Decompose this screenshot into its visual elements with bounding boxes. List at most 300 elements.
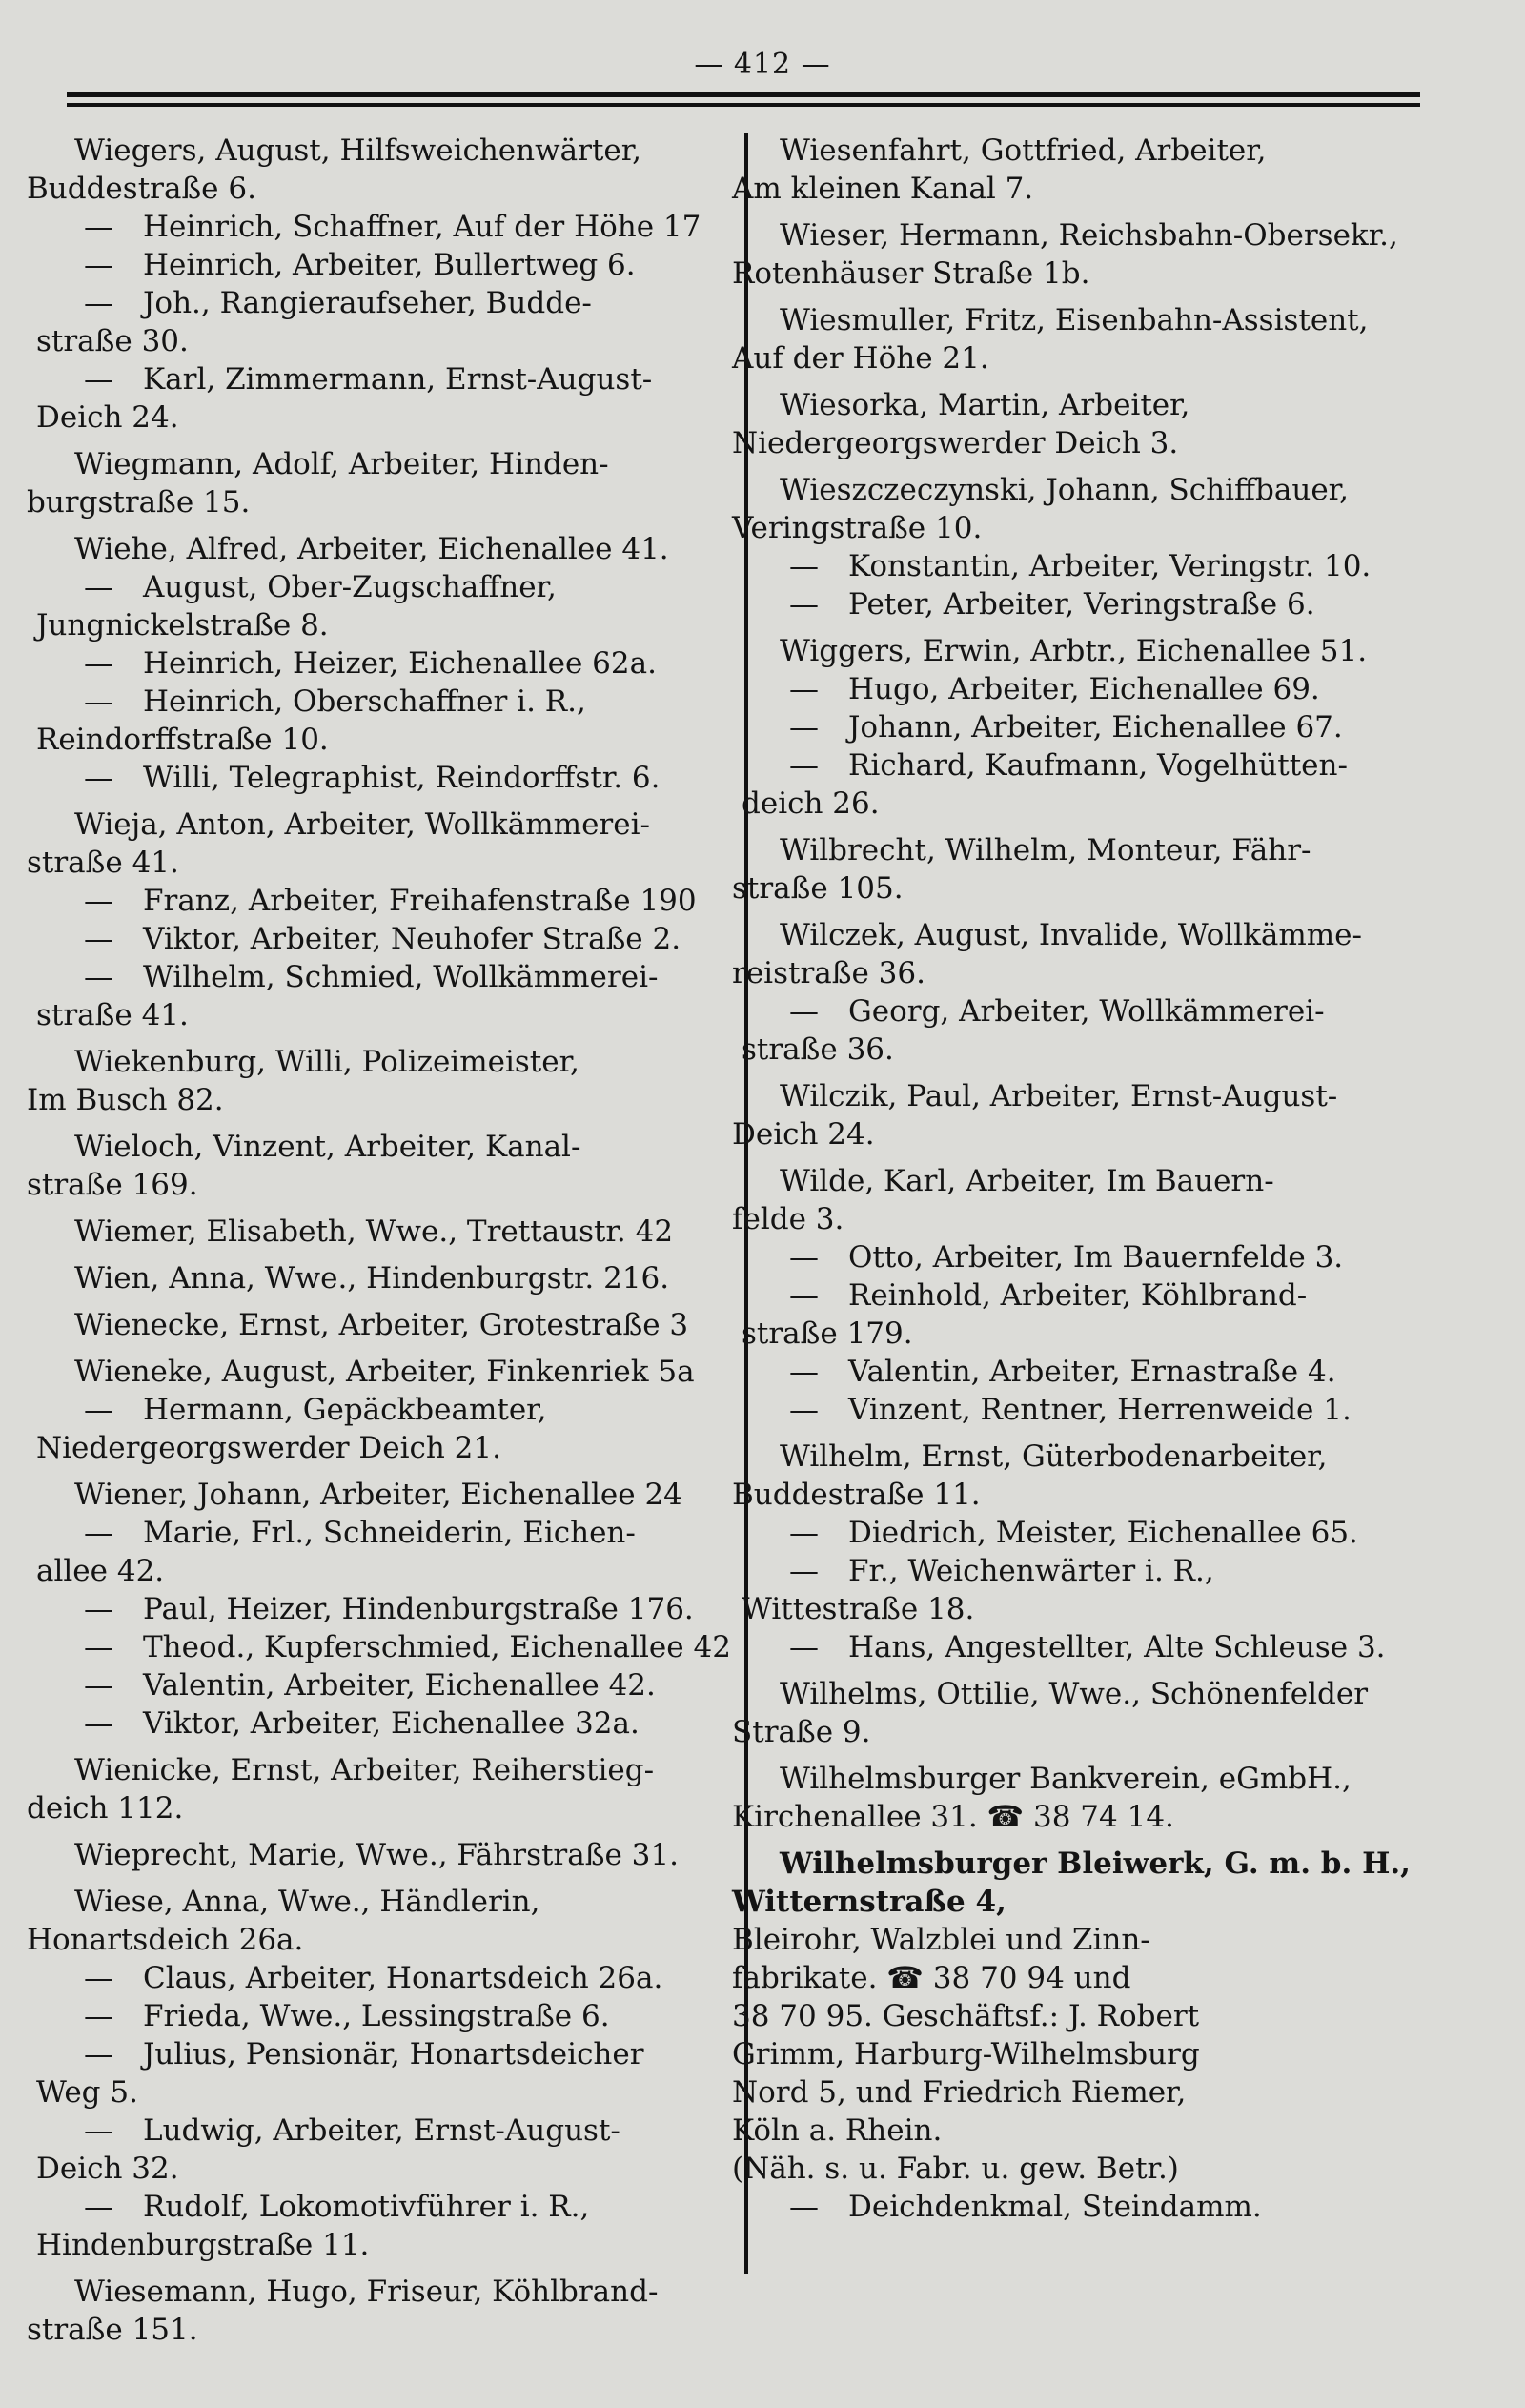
- entry-gap: [780, 1751, 1466, 1760]
- ditto-dash: —: [84, 248, 113, 282]
- ditto-dash: —: [84, 1393, 113, 1427]
- directory-entry: [732, 1760, 1466, 1836]
- entry-text: Wiehe, Alfred, Arbeiter, Eichenallee 41.: [74, 532, 669, 566]
- directory-entry: [74, 1666, 742, 1704]
- entry-line: [84, 1666, 742, 1704]
- entry-line: [84, 2035, 742, 2073]
- ditto-dash: —: [789, 748, 819, 783]
- entry-text: Wilbrecht, Wilhelm, Monteur, Fähr-: [780, 833, 1312, 867]
- entry-text: Wilde, Karl, Arbeiter, Im Bauern-: [780, 1164, 1274, 1198]
- entry-text: Wien, Anna, Wwe., Hindenburgstr. 216.: [74, 1261, 670, 1296]
- ditto-dash: —: [84, 362, 113, 397]
- ditto-dash: —: [84, 684, 113, 719]
- entry-continuation: Niedergeorgswerder Deich 21.: [36, 1431, 501, 1465]
- entry-gap: [74, 1034, 742, 1043]
- entry-continuation: Hindenburgstraße 11.: [36, 2228, 370, 2262]
- entry-gap: [780, 1153, 1466, 1162]
- directory-entry: [732, 1845, 1466, 2188]
- entry-gap: [74, 1204, 742, 1213]
- directory-entry: [732, 1438, 1466, 1514]
- ditto-dash: —: [789, 1240, 819, 1275]
- directory-entry: [74, 1306, 742, 1344]
- entry-continuation: Jungnickelstraße 8.: [36, 608, 329, 643]
- entry-line: [84, 246, 742, 284]
- entry-text: Georg, Arbeiter, Wollkämmerei-: [848, 994, 1325, 1029]
- right-column: [732, 132, 1466, 2226]
- entry-text: Wiggers, Erwin, Arbtr., Eichenallee 51.: [780, 634, 1368, 668]
- entry-line: [74, 1836, 742, 1874]
- entry-line: [789, 1552, 1466, 1590]
- entry-gap: [780, 623, 1466, 632]
- entry-gap: [74, 1874, 742, 1883]
- entry-continuation: Buddestraße 6.: [27, 172, 256, 206]
- entry-text: Wieja, Anton, Arbeiter, Wollkämmerei-: [74, 807, 650, 842]
- entry-continuation: Rotenhäuser Straße 1b.: [732, 256, 1090, 291]
- entry-text: Viktor, Arbeiter, Eichenallee 32a.: [143, 1706, 640, 1741]
- entry-continuation: Straße 9.: [732, 1715, 871, 1749]
- directory-entry: [36, 568, 742, 644]
- entry-continuation: Niedergeorgswerder Deich 3.: [732, 426, 1179, 460]
- entry-line: [74, 806, 742, 844]
- entry-continuation: Am kleinen Kanal 7.: [732, 172, 1034, 206]
- ditto-dash: —: [789, 2190, 819, 2224]
- entry-text: Wiegmann, Adolf, Arbeiter, Hinden-: [74, 447, 609, 481]
- directory-entry: [732, 386, 1466, 462]
- entry-text: Julius, Pensionär, Honartsdeicher: [143, 2037, 644, 2071]
- directory-entry: [74, 1259, 742, 1297]
- entry-gap: [780, 462, 1466, 471]
- entry-line: [84, 1514, 742, 1552]
- entry-text: Wiesmuller, Fritz, Eisenbahn-Assistent,: [780, 303, 1369, 337]
- entry-detail: Köln a. Rhein.: [732, 2113, 943, 2148]
- directory-entry: [732, 1077, 1466, 1153]
- entry-text: Hermann, Gepäckbeamter,: [143, 1393, 547, 1427]
- entry-line: [780, 471, 1466, 509]
- entry-text: Fr., Weichenwärter i. R.,: [848, 1554, 1214, 1588]
- entry-text: Wilczik, Paul, Arbeiter, Ernst-August-: [780, 1079, 1338, 1113]
- ditto-dash: —: [84, 286, 113, 320]
- entry-line: [84, 2188, 742, 2226]
- directory-entry: [74, 1836, 742, 1874]
- entry-continuation: straße 41.: [36, 998, 189, 1032]
- entry-line: [84, 759, 742, 797]
- entry-line: [780, 916, 1466, 954]
- entry-line: [74, 132, 742, 170]
- directory-entry: [74, 1959, 742, 1997]
- entry-text: Wieszczeczynski, Johann, Schiffbauer,: [780, 473, 1349, 507]
- entry-line: [84, 360, 742, 398]
- entry-continuation: Witternstraße 4,: [732, 1885, 1006, 1919]
- entry-line: [84, 1704, 742, 1743]
- directory-entry: [74, 1476, 742, 1514]
- ditto-dash: —: [84, 960, 113, 994]
- entry-line: [74, 1883, 742, 1921]
- entry-text: Wiese, Anna, Wwe., Händlerin,: [74, 1885, 540, 1919]
- entry-continuation: burgstraße 15.: [27, 485, 251, 520]
- entry-line: [74, 1751, 742, 1789]
- directory-entry: [780, 1353, 1466, 1391]
- entry-line: [74, 1128, 742, 1166]
- entry-gap: [780, 208, 1466, 216]
- entry-line: [789, 585, 1466, 623]
- entry-gap: [74, 1297, 742, 1306]
- entry-text: Wieloch, Vinzent, Arbeiter, Kanal-: [74, 1130, 581, 1164]
- entry-text: Wiener, Johann, Arbeiter, Eichenallee 24: [74, 1478, 682, 1512]
- entry-text: Hugo, Arbeiter, Eichenallee 69.: [848, 672, 1320, 706]
- directory-entry: [742, 992, 1466, 1069]
- entry-continuation: Buddestraße 11.: [732, 1478, 981, 1512]
- entry-line: [780, 632, 1466, 670]
- directory-entry: [780, 547, 1466, 585]
- entry-text: Hans, Angestellter, Alte Schleuse 3.: [848, 1630, 1386, 1664]
- entry-line: [780, 1845, 1466, 1883]
- directory-entry: [732, 916, 1466, 992]
- directory-entry: [732, 1162, 1466, 1238]
- directory-entry: [27, 1883, 742, 1959]
- directory-entry: [780, 670, 1466, 708]
- entry-text: Richard, Kaufmann, Vogelhütten-: [848, 748, 1348, 783]
- entry-text: Wilhelm, Ernst, Güterbodenarbeiter,: [780, 1439, 1328, 1474]
- directory-entry: [780, 1391, 1466, 1429]
- directory-entry: [27, 1128, 742, 1204]
- entry-continuation: Deich 32.: [36, 2152, 179, 2186]
- entry-text: Diedrich, Meister, Eichenallee 65.: [848, 1516, 1358, 1550]
- entry-text: Johann, Arbeiter, Eichenallee 67.: [848, 710, 1343, 745]
- entry-line: [789, 992, 1466, 1031]
- entry-text: Marie, Frl., Schneiderin, Eichen-: [143, 1516, 636, 1550]
- entry-continuation: deich 26.: [742, 786, 880, 821]
- entry-line: [84, 568, 742, 606]
- entry-text: Wieser, Hermann, Reichsbahn-Obersekr.,: [780, 218, 1398, 253]
- directory-entry: [27, 445, 742, 521]
- directory-entry: [27, 132, 742, 208]
- entry-gap: [780, 1666, 1466, 1675]
- entry-text: Wilhelmsburger Bankverein, eGmbH.,: [780, 1762, 1352, 1796]
- entry-continuation: straße 169.: [27, 1168, 198, 1202]
- entry-gap: [780, 293, 1466, 301]
- entry-line: [84, 1959, 742, 1997]
- directory-entry: [732, 471, 1466, 547]
- entry-line: [84, 1590, 742, 1628]
- ditto-dash: —: [789, 1278, 819, 1313]
- entry-text: Otto, Arbeiter, Im Bauernfelde 3.: [848, 1240, 1344, 1275]
- entry-line: [780, 1077, 1466, 1115]
- entry-detail: 38 70 95. Geschäftsf.: J. Robert: [732, 1999, 1200, 2033]
- entry-line: [84, 644, 742, 683]
- entry-text: Reinhold, Arbeiter, Köhlbrand-: [848, 1278, 1308, 1313]
- directory-entry: [36, 1391, 742, 1467]
- entry-continuation: straße 105.: [732, 871, 904, 906]
- entry-detail: Grimm, Harburg-Wilhelmsburg: [732, 2037, 1200, 2071]
- directory-entry: [74, 1628, 742, 1666]
- entry-line: [789, 746, 1466, 785]
- entry-continuation: Veringstraße 10.: [732, 511, 983, 545]
- entry-text: Wieprecht, Marie, Wwe., Fährstraße 31.: [74, 1838, 679, 1872]
- directory-entry: [74, 920, 742, 958]
- entry-continuation: Auf der Höhe 21.: [732, 341, 989, 376]
- entry-detail: (Näh. s. u. Fabr. u. gew. Betr.): [732, 2152, 1179, 2186]
- entry-gap: [74, 2264, 742, 2273]
- entry-gap: [74, 1119, 742, 1128]
- entry-text: Wiekenburg, Willi, Polizeimeister,: [74, 1045, 580, 1079]
- entry-line: [74, 2273, 742, 2311]
- entry-gap: [74, 1827, 742, 1836]
- ditto-dash: —: [789, 672, 819, 706]
- entry-gap: [74, 1467, 742, 1476]
- entry-gap: [74, 1344, 742, 1353]
- directory-entry: [36, 360, 742, 437]
- entry-text: Willi, Telegraphist, Reindorffstr. 6.: [143, 761, 661, 795]
- entry-text: Deichdenkmal, Steindamm.: [848, 2190, 1262, 2224]
- ditto-dash: —: [84, 922, 113, 956]
- entry-continuation: straße 41.: [27, 846, 179, 880]
- entry-gap: [780, 908, 1466, 916]
- entry-continuation: straße 179.: [742, 1316, 913, 1351]
- ditto-dash: —: [789, 1393, 819, 1427]
- entry-text: Paul, Heizer, Hindenburgstraße 176.: [143, 1592, 694, 1626]
- entry-line: [74, 530, 742, 568]
- header-rule-thick: [67, 92, 1420, 97]
- entry-gap: [780, 1069, 1466, 1077]
- directory-entry: [732, 132, 1466, 208]
- entry-line: [84, 2112, 742, 2150]
- entry-line: [84, 958, 742, 996]
- entry-text: Wieneke, August, Arbeiter, Finkenriek 5a: [74, 1355, 695, 1389]
- entry-continuation: straße 36.: [742, 1032, 894, 1067]
- directory-entry: [732, 831, 1466, 908]
- entry-detail: Nord 5, und Friedrich Riemer,: [732, 2075, 1187, 2110]
- directory-entry: [780, 708, 1466, 746]
- entry-line: [789, 1238, 1466, 1276]
- directory-entry: [74, 1704, 742, 1743]
- ditto-dash: —: [84, 2113, 113, 2148]
- entry-detail: Bleirohr, Walzblei und Zinn-: [732, 1923, 1150, 1957]
- entry-line: [789, 1514, 1466, 1552]
- ditto-dash: —: [84, 646, 113, 681]
- entry-line: [789, 1628, 1466, 1666]
- entry-text: Wilhelm, Schmied, Wollkämmerei-: [143, 960, 659, 994]
- entry-line: [789, 670, 1466, 708]
- entry-line: [789, 547, 1466, 585]
- ditto-dash: —: [84, 1592, 113, 1626]
- ditto-dash: —: [789, 710, 819, 745]
- entry-line: [780, 831, 1466, 869]
- entry-text: Franz, Arbeiter, Freihafenstraße 190: [143, 884, 697, 918]
- directory-entry: [36, 1514, 742, 1590]
- entry-continuation: Weg 5.: [36, 2075, 138, 2110]
- entry-gap: [74, 521, 742, 530]
- ditto-dash: —: [789, 1516, 819, 1550]
- entry-text: Valentin, Arbeiter, Ernastraße 4.: [848, 1355, 1336, 1389]
- entry-gap: [780, 1836, 1466, 1845]
- entry-text: Wiesemann, Hugo, Friseur, Köhlbrand-: [74, 2275, 659, 2309]
- entry-line: [74, 1306, 742, 1344]
- entry-line: [84, 683, 742, 721]
- directory-entry: [742, 1552, 1466, 1628]
- directory-entry: [74, 208, 742, 246]
- directory-entry: [780, 1514, 1466, 1552]
- entry-gap: [780, 823, 1466, 831]
- directory-entry: [27, 1751, 742, 1827]
- directory-entry: [780, 1238, 1466, 1276]
- entry-line: [789, 1276, 1466, 1315]
- page-number: — 412 —: [694, 48, 831, 81]
- directory-entry: [36, 2188, 742, 2264]
- entry-gap: [74, 1251, 742, 1259]
- ditto-dash: —: [84, 761, 113, 795]
- entry-continuation: straße 30.: [36, 324, 189, 358]
- entry-continuation: reistraße 36.: [732, 956, 925, 990]
- entry-line: [789, 2188, 1466, 2226]
- ditto-dash: —: [84, 1630, 113, 1664]
- directory-entry: [74, 882, 742, 920]
- ditto-dash: —: [789, 1355, 819, 1389]
- entry-text: Wienicke, Ernst, Arbeiter, Reiherstieg-: [74, 1753, 655, 1787]
- entry-text: Wilhelms, Ottilie, Wwe., Schönenfelder: [780, 1677, 1369, 1711]
- entry-text: Wiemer, Elisabeth, Wwe., Trettaustr. 42: [74, 1214, 674, 1249]
- entry-line: [84, 1997, 742, 2035]
- ditto-dash: —: [84, 1516, 113, 1550]
- ditto-dash: —: [84, 1706, 113, 1741]
- entry-line: [74, 1353, 742, 1391]
- entry-text: Wienecke, Ernst, Arbeiter, Grotestraße 3: [74, 1308, 689, 1342]
- entry-line: [780, 1675, 1466, 1713]
- entry-line: [780, 301, 1466, 339]
- entry-text: Valentin, Arbeiter, Eichenallee 42.: [143, 1668, 656, 1703]
- directory-entry: [74, 530, 742, 568]
- entry-line: [74, 1259, 742, 1297]
- entry-text: Wilhelmsburger Bleiwerk, G. m. b. H.,: [780, 1847, 1411, 1881]
- entry-text: Frieda, Wwe., Lessingstraße 6.: [143, 1999, 610, 2033]
- entry-text: Vinzent, Rentner, Herrenweide 1.: [848, 1393, 1352, 1427]
- left-column: [27, 132, 742, 2349]
- directory-entry: [74, 1353, 742, 1391]
- entry-line: [780, 1438, 1466, 1476]
- ditto-dash: —: [789, 549, 819, 583]
- entry-text: Heinrich, Arbeiter, Bullertweg 6.: [143, 248, 636, 282]
- entry-text: Claus, Arbeiter, Honartsdeich 26a.: [143, 1961, 663, 1995]
- directory-entry: [732, 301, 1466, 378]
- entry-gap: [780, 378, 1466, 386]
- entry-line: [74, 445, 742, 483]
- entry-text: Heinrich, Heizer, Eichenallee 62a.: [143, 646, 657, 681]
- ditto-dash: —: [789, 1630, 819, 1664]
- entry-continuation: Honartsdeich 26a.: [27, 1923, 304, 1957]
- entry-text: Joh., Rangieraufseher, Budde-: [143, 286, 592, 320]
- directory-entry: [732, 216, 1466, 293]
- directory-entry: [36, 2112, 742, 2188]
- entry-line: [74, 1476, 742, 1514]
- entry-text: Viktor, Arbeiter, Neuhofer Straße 2.: [143, 922, 681, 956]
- directory-entry: [74, 246, 742, 284]
- ditto-dash: —: [84, 884, 113, 918]
- directory-entry: [780, 632, 1466, 670]
- ditto-dash: —: [84, 570, 113, 604]
- directory-entry: [732, 1675, 1466, 1751]
- entry-text: August, Ober-Zugschaffner,: [143, 570, 557, 604]
- entry-text: Ludwig, Arbeiter, Ernst-August-: [143, 2113, 620, 2148]
- entry-text: Theod., Kupferschmied, Eichenallee 42: [143, 1630, 731, 1664]
- header-rule-thin: [67, 103, 1420, 107]
- entry-text: Rudolf, Lokomotivführer i. R.,: [143, 2190, 590, 2224]
- ditto-dash: —: [84, 2037, 113, 2071]
- entry-line: [789, 708, 1466, 746]
- entry-text: Karl, Zimmermann, Ernst-August-: [143, 362, 653, 397]
- entry-line: [84, 1628, 742, 1666]
- ditto-dash: —: [84, 1961, 113, 1995]
- directory-entry: [74, 644, 742, 683]
- entry-continuation: allee 42.: [36, 1554, 165, 1588]
- entry-gap: [780, 1429, 1466, 1438]
- entry-detail: fabrikate. ☎ 38 70 94 und: [732, 1961, 1131, 1995]
- directory-entry: [780, 2188, 1466, 2226]
- entry-continuation: Wittestraße 18.: [742, 1592, 975, 1626]
- entry-line: [780, 1162, 1466, 1200]
- entry-line: [84, 882, 742, 920]
- directory-entry: [780, 585, 1466, 623]
- directory-entry: [74, 759, 742, 797]
- entry-continuation: felde 3.: [732, 1202, 844, 1236]
- directory-entry: [74, 1997, 742, 2035]
- entry-line: [780, 386, 1466, 424]
- directory-entry: [36, 284, 742, 360]
- entry-line: [74, 1043, 742, 1081]
- directory-entry: [36, 683, 742, 759]
- ditto-dash: —: [84, 1999, 113, 2033]
- entry-continuation: straße 151.: [27, 2313, 198, 2347]
- entry-text: Heinrich, Oberschaffner i. R.,: [143, 684, 586, 719]
- ditto-dash: —: [84, 1668, 113, 1703]
- entry-continuation: Kirchenallee 31. ☎ 38 74 14.: [732, 1800, 1174, 1834]
- entry-line: [84, 208, 742, 246]
- ditto-dash: —: [789, 994, 819, 1029]
- directory-entry: [27, 1043, 742, 1119]
- entry-text: Konstantin, Arbeiter, Veringstr. 10.: [848, 549, 1372, 583]
- directory-entry: [780, 1628, 1466, 1666]
- directory-entry: [74, 1213, 742, 1251]
- entry-text: Peter, Arbeiter, Veringstraße 6.: [848, 587, 1315, 622]
- entry-line: [74, 1213, 742, 1251]
- directory-entry: [27, 2273, 742, 2349]
- entry-line: [780, 132, 1466, 170]
- entry-line: [84, 1391, 742, 1429]
- entry-continuation: Im Busch 82.: [27, 1083, 224, 1117]
- entry-line: [780, 216, 1466, 255]
- entry-line: [84, 284, 742, 322]
- entry-continuation: Deich 24.: [36, 400, 179, 435]
- directory-entry: [27, 806, 742, 882]
- entry-text: Wiesenfahrt, Gottfried, Arbeiter,: [780, 133, 1267, 168]
- entry-text: Wiegers, August, Hilfsweichenwärter,: [74, 133, 642, 168]
- directory-entry: [36, 2035, 742, 2112]
- ditto-dash: —: [84, 210, 113, 244]
- entry-continuation: Deich 24.: [732, 1117, 875, 1152]
- ditto-dash: —: [789, 1554, 819, 1588]
- entry-line: [789, 1353, 1466, 1391]
- entry-continuation: deich 112.: [27, 1791, 184, 1826]
- entry-gap: [74, 437, 742, 445]
- ditto-dash: —: [789, 587, 819, 622]
- directory-entry: [742, 1276, 1466, 1353]
- entry-text: Wilczek, August, Invalide, Wollkämme-: [780, 918, 1362, 952]
- entry-text: Heinrich, Schaffner, Auf der Höhe 17: [143, 210, 702, 244]
- entry-line: [780, 1760, 1466, 1798]
- directory-entry: [742, 746, 1466, 823]
- entry-line: [789, 1391, 1466, 1429]
- entry-gap: [74, 1743, 742, 1751]
- entry-text: Wiesorka, Martin, Arbeiter,: [780, 388, 1190, 422]
- ditto-dash: —: [84, 2190, 113, 2224]
